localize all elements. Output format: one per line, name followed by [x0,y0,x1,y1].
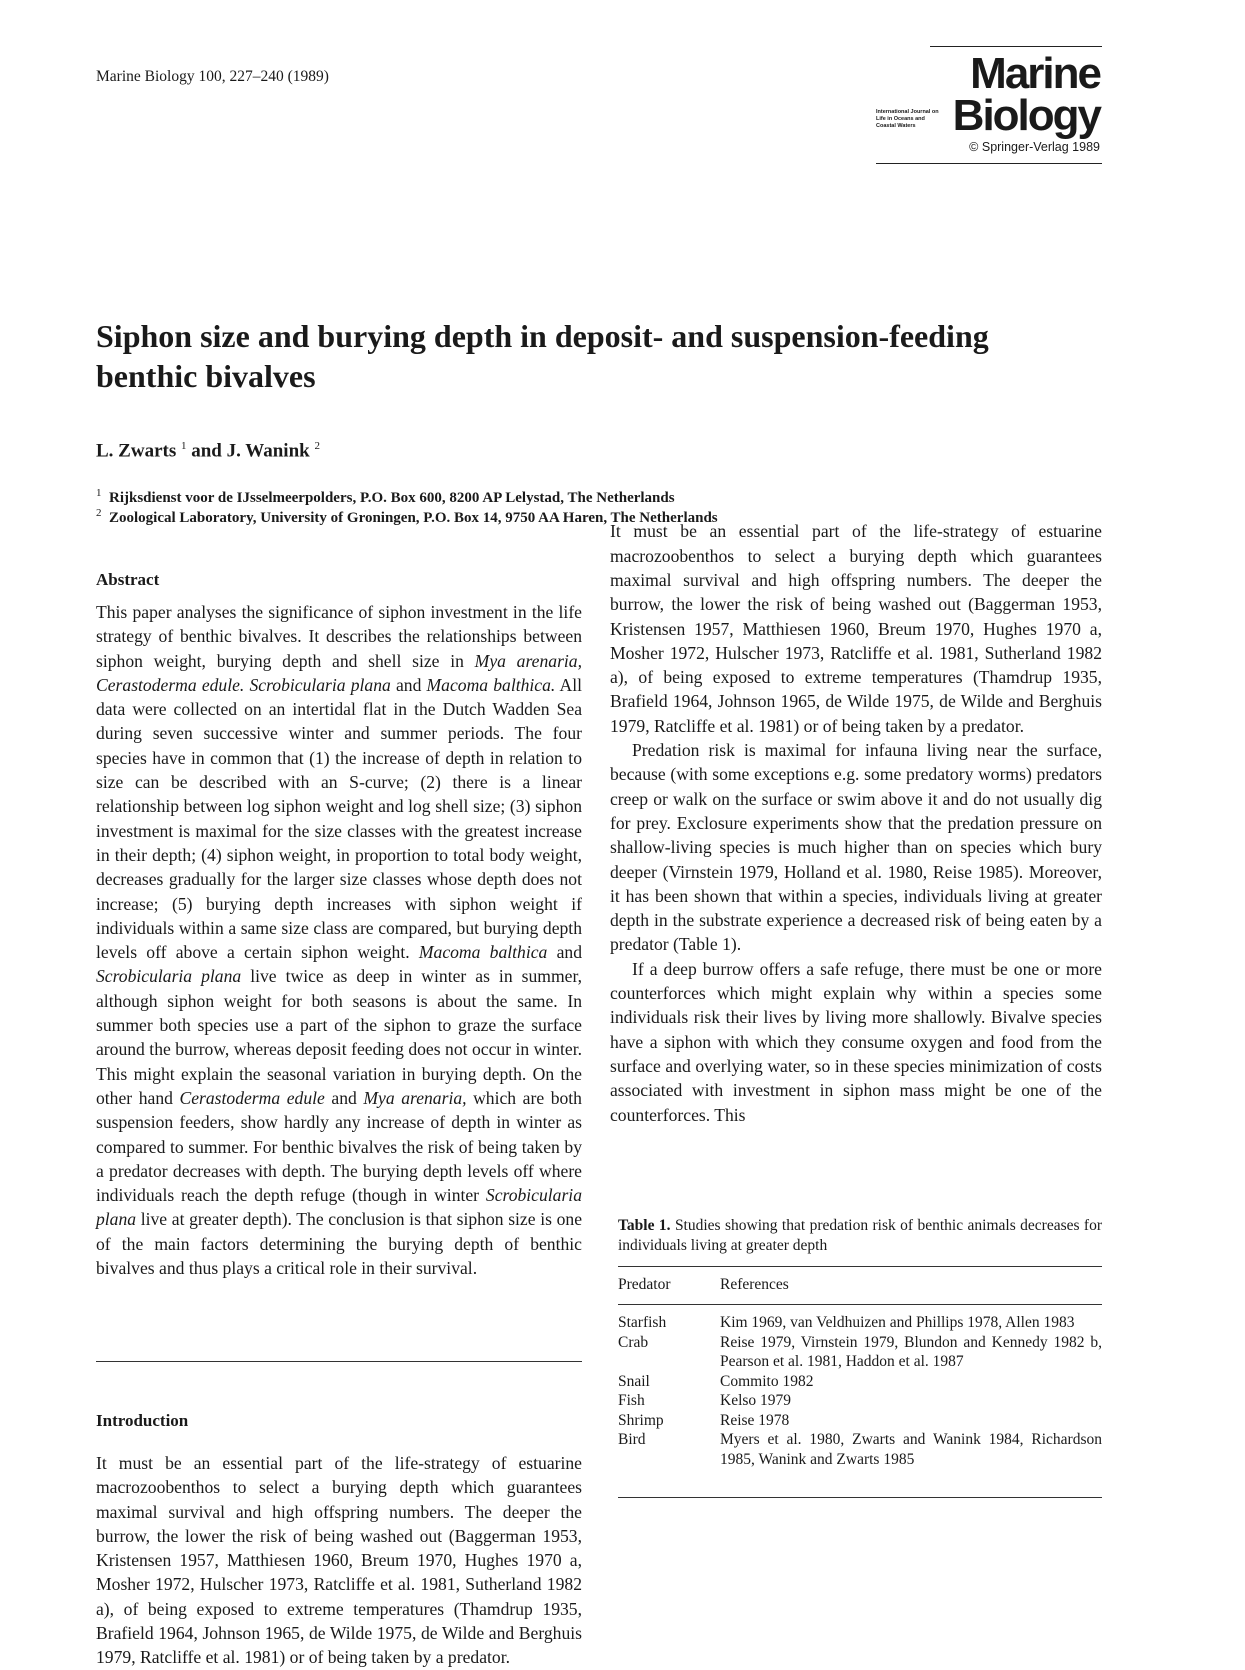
introduction-heading: Introduction [96,1411,189,1430]
affil-text: Zoological Laboratory, University of Groningen, P.O. Box 14, 9750 AA Haren, The Netherlands [109,510,718,526]
author-name: J. Wanink [226,440,310,462]
species-name: Scrobicularia plana [96,966,242,987]
table-label: Table 1. [618,1217,671,1234]
predator-cell: Crab [618,1333,649,1351]
table-header-rule [618,1304,1102,1305]
species-name: Scrobicularia plana [96,1185,582,1230]
table-header-row [618,1275,1102,1295]
logo-word-marine: Marine [970,49,1100,98]
affil-text: Rijksdienst voor de IJsselmeerpolders, P.O. Box 600, 8200 AP Lelystad, The Netherlands [109,490,675,506]
logo-word-biology: Biology [952,91,1100,140]
abstract-text: This paper analyses the significance of siphon investment in the life strategy of benthic bivalves. It describes the relationships between siphon weight, burying depth and shell size in [96,602,582,671]
introduction-column-2 [610,521,1102,1154]
affil-mark: 2 [96,507,102,519]
abstract-text: and [547,942,583,963]
table-caption-text: Studies showing that predation risk of benthic animals decreases for individuals living at greater depth [618,1217,1103,1254]
table-row [618,1313,1102,1333]
journal-logo [876,44,1102,166]
intro-paragraph: Predation risk is maximal for infauna living near the surface, because (with some exceptions e.g. some predatory worms) predators creep or walk on the surface or swim above it and do not usually dig for prey. Exclosure experiments show that the predation pressure on shallow-living species is much higher than on species which bury deeper (Virnstein 1979, Holland et al. 1980, Reise 1985). Moreover, it has been shown that within a species, individuals living at greater depth in the substrate experience a decreased risk of being eaten by a predator (Table 1). [610,740,1102,955]
table-top-rule [618,1266,1102,1267]
abstract-heading: Abstract [96,570,160,589]
references-cell: Kelso 1979 [720,1392,792,1409]
species-name: Mya arenaria, [363,1087,467,1108]
abstract-text: which are both suspension feeders, show hardly any increase of depth in winter as compared to summer. For benthic bivalves the risk of being taken by a predator decreases with depth. The burying depth levels off where individuals reach the depth refuge (though in winter [96,1087,582,1206]
table-bottom-rule [618,1497,1102,1498]
author-name: L. Zwarts [96,440,177,462]
predator-cell: Fish [618,1392,645,1409]
authors [96,440,320,462]
species-name: Cerastoderma edule [179,1087,325,1108]
paper-title: Siphon size and burying depth in deposit- and suspension-feeding benthic bivalves [96,318,989,394]
table-row [618,1430,1102,1469]
table-header-predator: Predator [618,1276,671,1293]
predator-cell: Snail [618,1372,650,1390]
logo-copyright: © Springer-Verlag 1989 [969,140,1100,154]
author-affil-mark: 2 [314,440,320,452]
references-cell: Commito 1982 [720,1372,814,1390]
references-cell: Myers et al. 1980, Zwarts and Wanink 1984, Richardson 1985, Wanink and Zwarts 1985 [720,1431,1102,1468]
intro-paragraph: It must be an essential part of the life-strategy of estuarine macrozoobenthos to select a burying depth which guarantees maximal survival and high offspring numbers. The deeper the burrow, the lower the risk of being washed out (Baggerman 1953, Kristensen 1957, Matthiesen 1960, Breum 1970, Hughes 1970 a, Mosher 1972, Hulscher 1973, Ratcliffe et al. 1981, Sutherland 1982 a), of being exposed to extreme temperatures (Thamdrup 1935, Brafield 1964, Johnson 1965, de Wilde 1975, de Wilde and Berghuis 1979, Ratcliffe et al. 1981) or of being taken by a predator. [96,1453,582,1668]
intro-paragraph: If a deep burrow offers a safe refuge, there must be one or more counterforces which might explain why within a species some individuals risk their lives by living more shallowly. Bivalve species have a siphon with which they consume oxygen and food from the surface and overlying water, so in these species minimization of costs associated with investment in siphon mass might be one of the counterforces. This [610,958,1102,1125]
abstract-text: and [390,674,427,695]
table-row [618,1372,1102,1392]
predator-cell: Shrimp [618,1411,664,1429]
table-caption [618,1216,1102,1256]
running-head: Marine Biology 100, 227–240 (1989) [96,68,329,85]
logo-bottom-rule [876,163,1102,164]
author-joiner: and [191,440,222,462]
logo-subtitle: International Journal on Life in Oceans and Coastal Waters [876,109,939,129]
abstract-text: and [324,1087,364,1108]
table-row [618,1411,1102,1431]
references-cell: Reise 1979, Virnstein 1979, Blundon and Kennedy 1982 b, Pearson et al. 1981, Haddon et al. 1987 [720,1333,1102,1370]
affil-mark: 1 [96,487,102,499]
abstract-text: live at greater depth). The conclusion is that siphon size is one of the main factors determining the burying depth of benthic bivalves and thus plays a critical role in their survival. [96,1209,582,1279]
section-divider [96,1361,582,1362]
affiliation [96,487,675,507]
species-name: Macoma balthica [418,942,548,963]
author-affil-mark: 1 [180,440,187,452]
species-name: Mya arenaria, Cerastoderma edule. Scrobicularia plana [96,650,583,695]
references-cell: Kim 1969, van Veldhuizen and Phillips 1978, Allen 1983 [720,1314,1075,1331]
references-cell: Reise 1978 [720,1411,790,1429]
intro-paragraph: It must be an essential part of the life-strategy of estuarine macrozoobenthos to select a burying depth which guarantees maximal survival and high offspring numbers. The deeper the burrow, the lower the risk of being washed out (Baggerman 1953, Kristensen 1957, Matthiesen 1960, Breum 1970, Hughes 1970 a, Mosher 1972, Hulscher 1973, Ratcliffe et al. 1981, Sutherland 1982 a), of being exposed to extreme temperatures (Thamdrup 1935, Brafield 1964, Johnson 1965, de Wilde 1975, de Wilde and Berghuis 1979, Ratcliffe et al. 1981) or of being taken by a predator. [610,521,1102,736]
predator-cell: Bird [618,1431,646,1448]
abstract-text: All data were collected on an intertidal flat in the Dutch Wadden Sea during seven successive winter and summer periods. The four species have in common that (1) the increase of depth in relation to size can be described with an S-curve; (2) there is a linear relationship between log siphon weight and log shell size; (3) siphon investment is maximal for the size classes with the greatest increase in their depth; (4) siphon weight, in proportion to total body weight, decreases gradually for the larger size classes whose depth does not increase; (5) burying depth increases with siphon weight if individuals within a same size class are compared, but burying depth levels off above a certain siphon weight. [96,674,582,963]
table-row [618,1391,1102,1411]
abstract-text: live twice as deep in winter as in summer, although siphon weight for both seasons is about the same. In summer both species use a part of the siphon to graze the surface around the burrow, whereas deposit feeding does not occur in winter. This might explain the seasonal variation in burying depth. On the other hand [96,966,582,1108]
species-name: Macoma balthica. [426,674,556,695]
predator-cell: Starfish [618,1314,667,1331]
logo-top-rule [930,46,1102,47]
table-header-references: References [720,1276,789,1293]
table-row [618,1333,1102,1372]
abstract-body [96,600,582,1280]
table-body [618,1313,1102,1469]
introduction-column-1 [96,1451,582,1668]
